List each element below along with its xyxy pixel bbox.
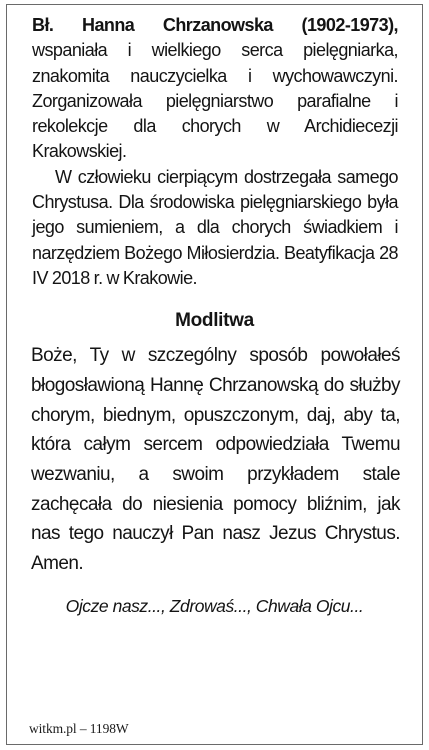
prayer-text: Boże, Ty w szczególny sposób powołałeś błogosławioną Hannę Chrzanowską do służby chorym, biednym, opuszczonym, daj, aby ta, która całym sercem odpowiedziała Twemu wezwaniu, a swoim przykładem stale zachęcała do niesienia pomocy bliźnim, jak nas tego nauczył Pan nasz Jezus Chrystus. Amen.: [31, 345, 400, 575]
prayer-card: [6, 4, 423, 745]
saint-name: Bł. Hanna Chrzanowska (1902-1973),: [32, 15, 398, 35]
bio-paragraph-1: [7, 13, 422, 165]
publisher-code: witkm.pl – 1198W: [29, 721, 129, 736]
bio-paragraph-2: W człowieku cierpiącym dostrzegała samego Chrystusa. Dla środowiska pielęgniarskiego była jego sumieniem, a dla chorych świadkiem i narzędziem Bożego Miłosierdzia. Beatyfikacja 28 IV 2018 r. w Krakowie.: [32, 166, 398, 288]
prayer-heading: Modlitwa: [175, 310, 254, 332]
card-content: [7, 13, 422, 618]
prayer-closing: Ojcze nasz..., Zdrowaś..., Chwała Ojcu...: [65, 595, 364, 616]
bio-intro: wspaniała i wielkiego serca pielęgniarka, znakomita nauczycielka i wychowawczyni. Zorganizowała pielęgniarstwo parafialne i rekolekcje dla chorych w Archidiecezji Krakowskiej.: [32, 40, 398, 162]
